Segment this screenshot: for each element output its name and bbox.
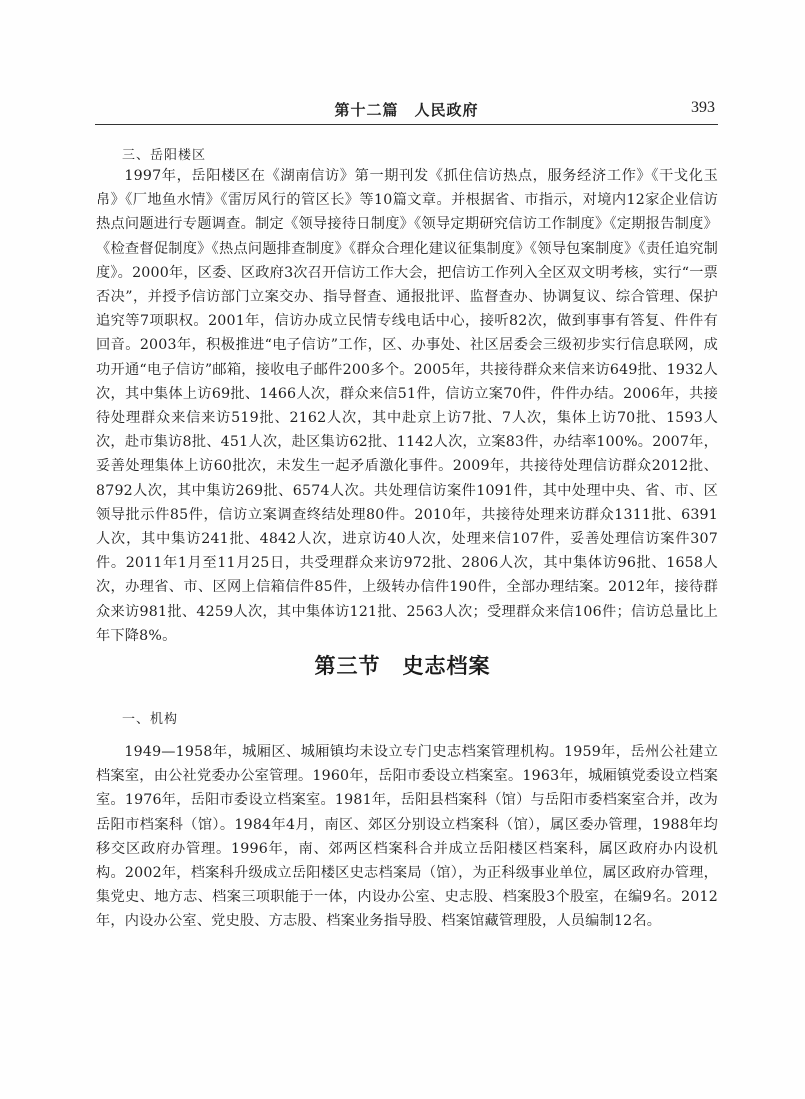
subsection-heading-yueyanglou: 三、岳阳楼区: [122, 148, 207, 163]
section-name: 史志档案: [402, 654, 491, 678]
running-header: [95, 97, 718, 125]
paragraph-archives-organization: 1949—1958年，城厢区、城厢镇均未设立专门史志档案管理机构。1959年，岳州公社建立档案室，由公社党委办公室管理。1960年，岳阳市委设立档案室。1963年，城厢镇党委设立档案室。1976年，岳阳市委设立档案室。1981年，岳阳县档案科（馆）与岳阳市委档案室合并，改为岳阳市档案科（馆）。1984年4月，南区、郊区分别设立档案科（馆），属区委办管理，1988年均移交区政府办管理。1996年，南、郊两区档案科合并成立岳阳楼区档案科，属区政府办内设机构。2002年，档案科升级成立岳阳楼区史志档案局（馆），为正科级事业单位，属区政府办管理，集党史、地方志、档案三项职能于一体，内设办公室、史志股、档案股3个股室，在编9名。2012年，内设办公室、党史股、方志股、档案业务指导股、档案馆藏管理股，人员编制12名。: [96, 744, 718, 930]
page-number: 393: [691, 99, 715, 116]
subsection-heading-organization: 一、机构: [122, 712, 179, 727]
section-number: 第三节: [314, 654, 381, 678]
chapter-title: 第十二篇 人民政府: [334, 101, 479, 119]
section-title: [0, 650, 805, 680]
paragraph-petition-work: 1997年，岳阳楼区在《湖南信访》第一期刊发《抓住信访热点，服务经济工作》《干戈化玉帛》《厂地鱼水情》《雷厉风行的管区长》等10篇文章。并根据省、市指示，对境内12家企业信访热点问题进行专题调查。制定《领导接待日制度》《领导定期研究信访工作制度》《定期报告制度》《检查督促制度》《热点问题排查制度》《群众合理化建议征集制度》《领导包案制度》《责任追究制度》。2000年，区委、区政府3次召开信访工作大会，把信访工作列入全区双文明考核，实行“一票否决”，并授予信访部门立案交办、指导督查、通报批评、监督查办、协调复议、综合管理、保护追究等7项职权。2001年，信访办成立民情专线电话中心，接听82次，做到事事有答复、件件有回音。2003年，积极推进“电子信访”工作，区、办事处、社区居委会三级初步实行信息联网，成功开通“电子信访”邮箱，接收电子邮件200多个。2005年，共接待群众来信来访649批、1932人次，其中集体上访69批、1466人次，群众来信51件，信访立案70件，件件办结。2006年，共接待处理群众来信来访519批、2162人次，其中赴京上访7批、7人次，集体上访70批、1593人次，赴市集访8批、451人次，赴区集访62批、1142人次，立案83件，办结率100%。2007年，妥善处理集体上访60批次，未发生一起矛盾激化事件。2009年，共接待处理信访群众2012批、8792人次，其中集访269批、6574人次。共处理信访案件1091件，其中处理中央、省、市、区领导批示件85件，信访立案调查终结处理80件。2010年，共接待处理来访群众1311批、6391人次，其中集访241批、4842人次，进京访40人次，处理来信107件，妥善处理信访案件307件。2011年1月至11月25日，共受理群众来访972批、2806人次，其中集体访96批、1658人次，办理省、市、区网上信箱信件85件，上级转办信件190件，全部办理结案。2012年，接待群众来访981批、4259人次，其中集体访121批、2563人次；受理群众来信106件；信访总量比上年下降8%。: [96, 168, 718, 644]
